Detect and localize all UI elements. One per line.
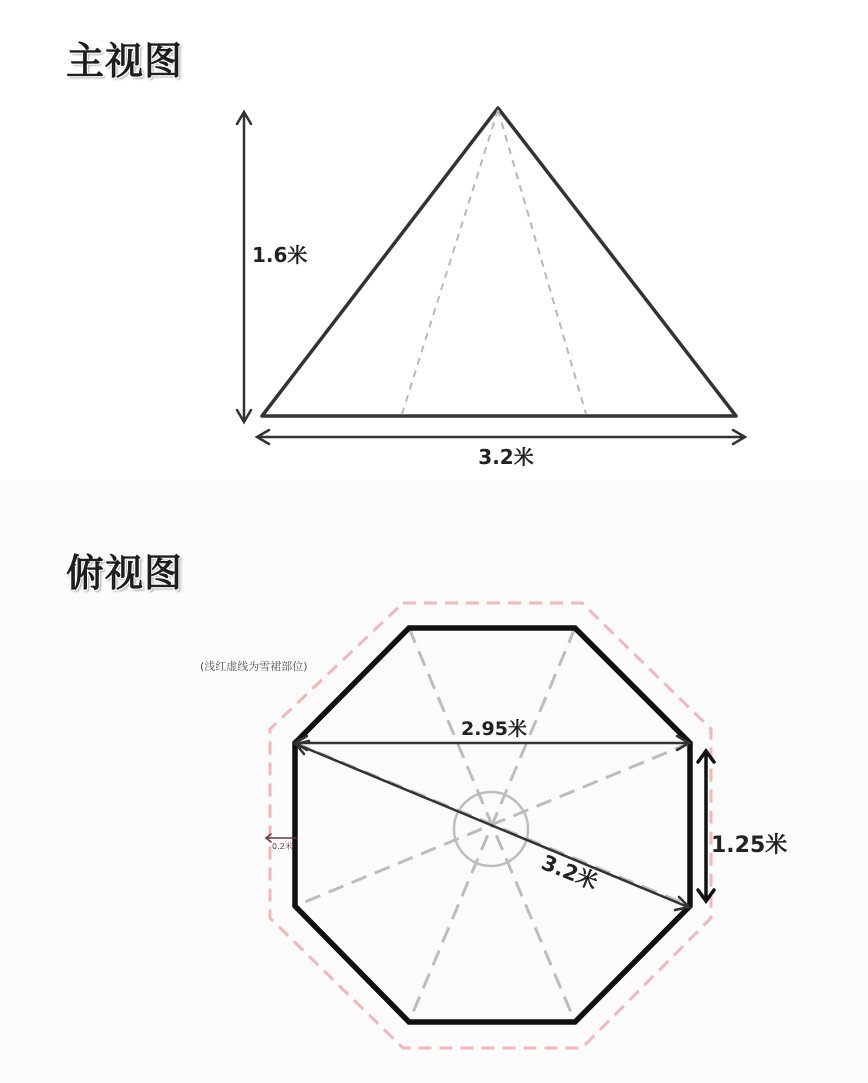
height-dimension-arrow	[237, 112, 251, 422]
height-label: 1.6米	[252, 243, 308, 267]
hidden-edge-left	[402, 110, 498, 414]
hidden-edge-right	[498, 110, 586, 414]
diagonal-label: 3.2米	[538, 850, 602, 895]
edge-label: 1.25米	[711, 833, 788, 858]
top-view-diagram	[0, 480, 868, 1083]
skirt-width-label: 0.2米	[272, 842, 293, 851]
top-view-title: 俯视图	[66, 551, 184, 595]
side-to-side-label: 2.95米	[461, 718, 527, 740]
width-label: 3.2米	[478, 445, 534, 469]
tent-side-outline	[262, 108, 736, 416]
skirt-width-arrow	[266, 834, 296, 842]
width-dimension-arrow	[257, 430, 745, 444]
front-view-title: 主视图	[66, 39, 184, 83]
front-view-diagram	[0, 0, 868, 480]
center-pole-circle	[454, 792, 528, 866]
snow-skirt-note: (浅红虚线为雪裙部位)	[200, 660, 308, 673]
